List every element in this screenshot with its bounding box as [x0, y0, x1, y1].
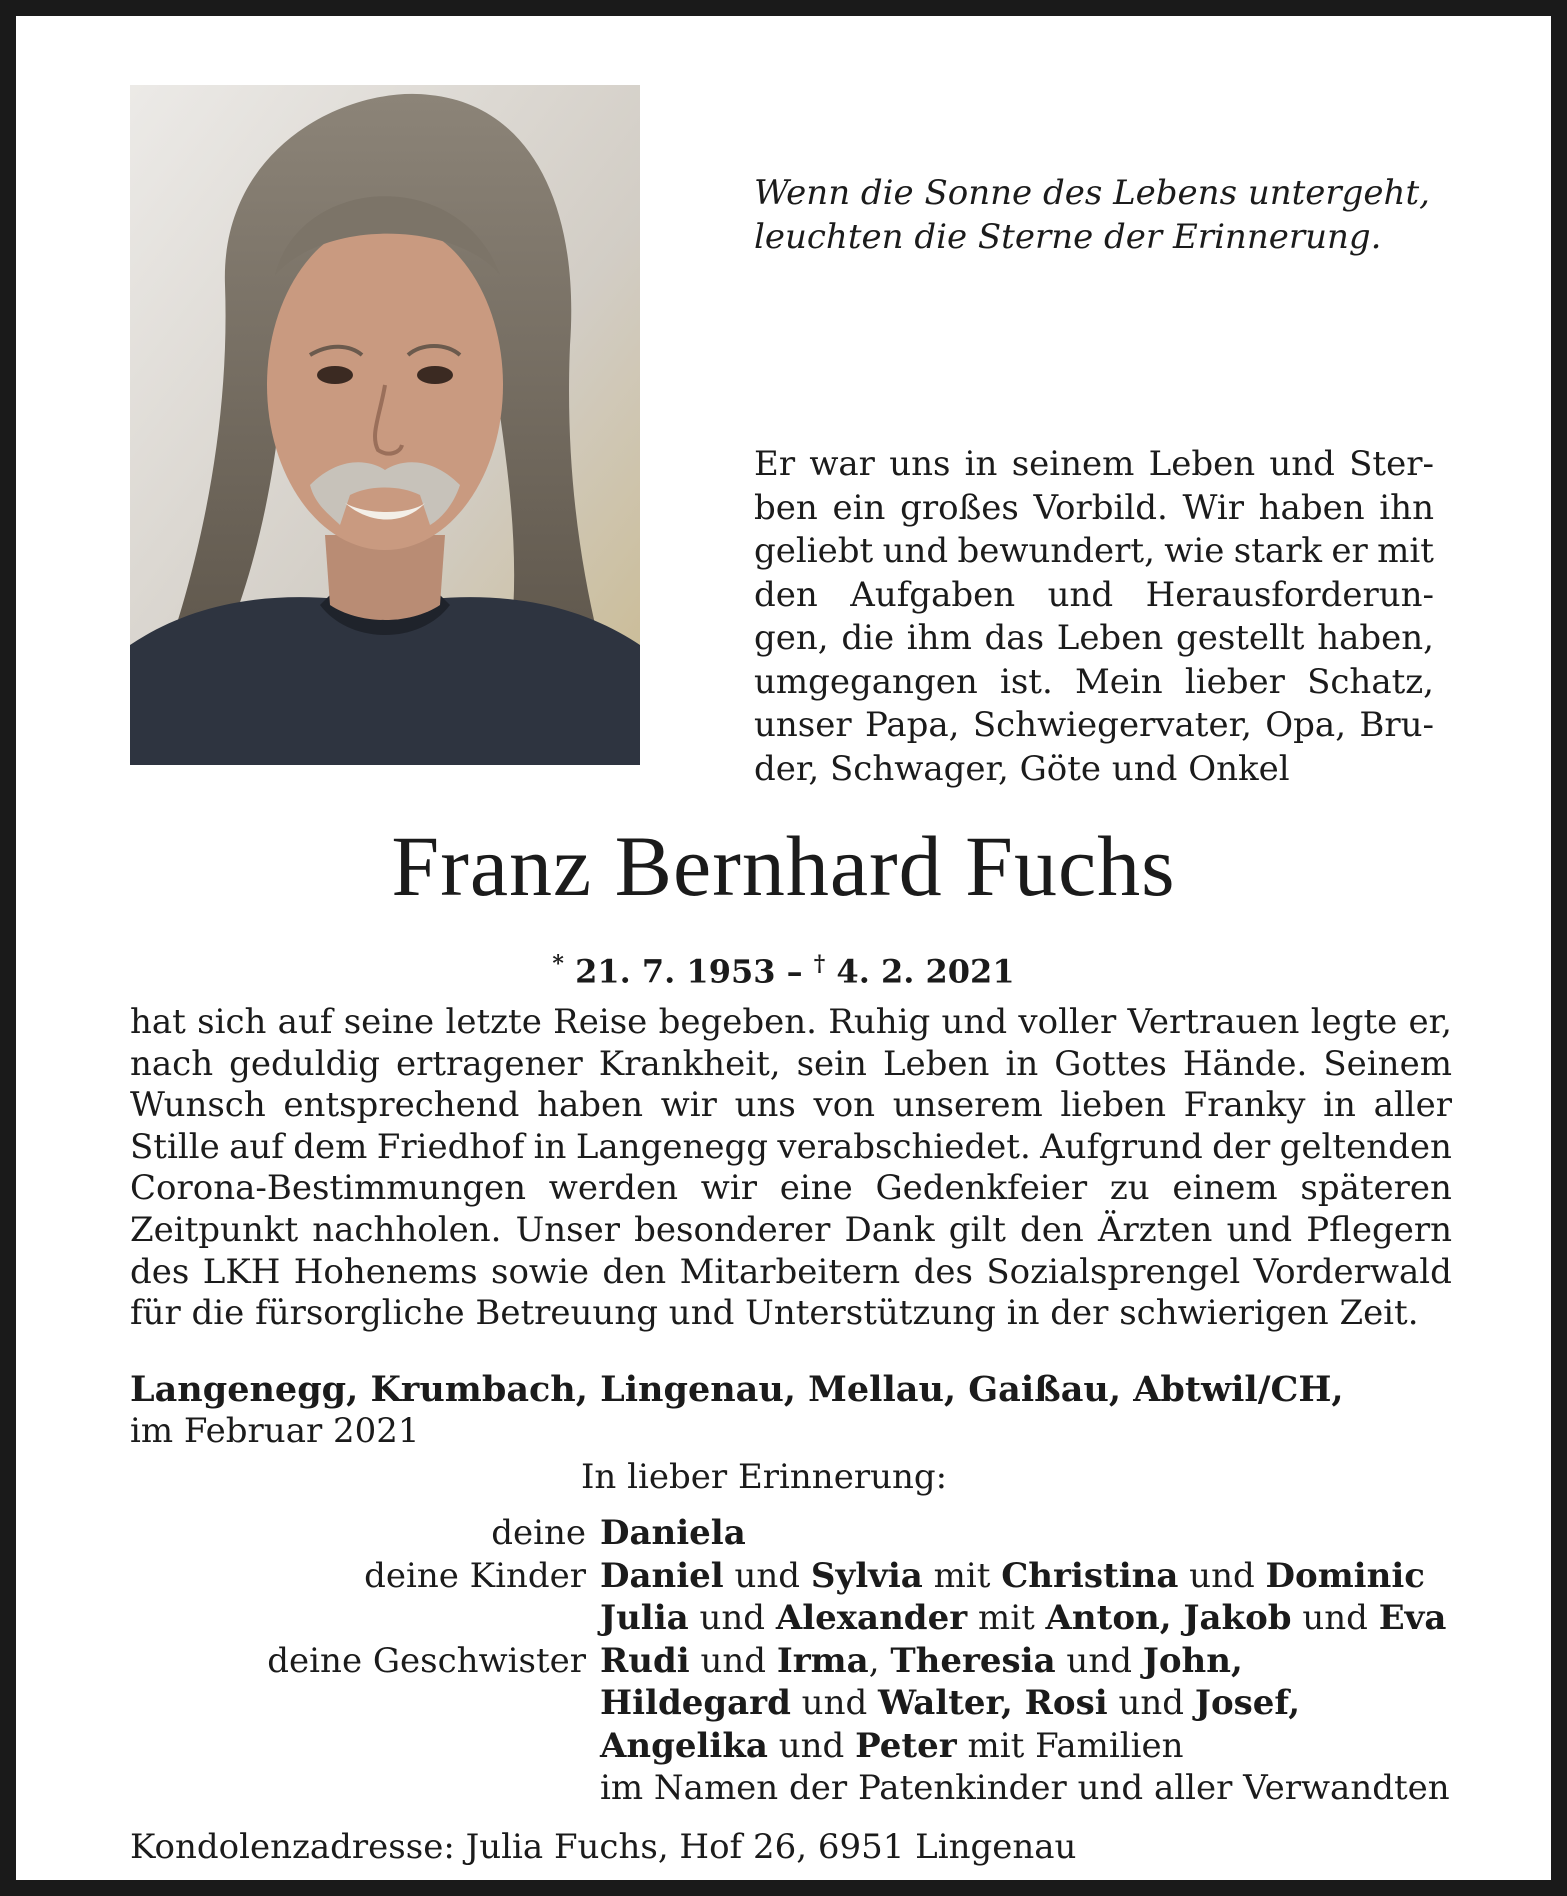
body-word: LKH	[202, 1251, 281, 1292]
portrait-photo	[130, 85, 640, 765]
mourners-list	[130, 1512, 1450, 1810]
body-word: auf	[229, 1126, 284, 1167]
body-word: Langenegg	[575, 1126, 769, 1167]
tribute-word: Mein	[1074, 661, 1163, 702]
mourner-name: Christina	[1001, 1555, 1179, 1596]
body-line	[130, 1044, 1452, 1086]
tribute-line	[754, 748, 1434, 792]
tribute-word: Opa,	[1265, 705, 1346, 745]
body-word: Unser	[515, 1209, 620, 1250]
tribute-word: haben	[1258, 487, 1365, 528]
mourner-row	[130, 1597, 1450, 1640]
body-line	[130, 1293, 1452, 1335]
deceased-name: Franz Bernhard Fuchs	[391, 818, 1176, 914]
body-word: werden	[548, 1168, 679, 1209]
body-word: den	[602, 1251, 667, 1292]
body-word: sowie	[491, 1251, 590, 1292]
body-word: Corona-Bestimmungen	[130, 1168, 527, 1209]
body-word: Pflegern	[1306, 1209, 1452, 1250]
tribute-word: Herausforderun-	[1145, 574, 1434, 615]
body-word: hat	[130, 1002, 186, 1042]
tribute-word: stark	[1233, 531, 1323, 571]
mourner-names	[600, 1597, 1446, 1640]
portrait-illustration	[130, 85, 640, 765]
body-word: Sozialsprengel	[986, 1251, 1241, 1292]
announcement-date: im Februar 2021	[130, 1411, 420, 1451]
body-word: späteren	[1300, 1168, 1452, 1209]
relation-label	[130, 1597, 600, 1640]
connector-text: mit	[967, 1598, 1046, 1638]
mourner-name: Theresia	[890, 1640, 1056, 1681]
body-word: begeben.	[658, 1002, 817, 1042]
tribute-line	[754, 704, 1434, 748]
body-word: Leben	[882, 1043, 990, 1084]
body-word: sein	[796, 1043, 867, 1084]
tribute-line	[754, 487, 1434, 531]
memorial-quote	[754, 171, 1474, 259]
mourner-names	[600, 1555, 1425, 1598]
mourner-name: Josef,	[1194, 1683, 1301, 1723]
connector-text: und	[689, 1640, 777, 1681]
body-line	[130, 1252, 1452, 1294]
body-word: geduldig	[229, 1043, 380, 1084]
body-word: er,	[1408, 1002, 1452, 1042]
connector-text: und	[1291, 1598, 1379, 1638]
body-word: Aufgrund	[1040, 1126, 1203, 1167]
tribute-word: und	[1269, 444, 1335, 484]
body-word: von	[813, 1085, 876, 1126]
obituary-card	[16, 16, 1551, 1880]
tribute-word: großes	[900, 487, 1019, 528]
tribute-word: den	[754, 574, 818, 615]
body-word: besonderer	[634, 1209, 831, 1250]
connector-text: mit Familien	[956, 1725, 1184, 1766]
tribute-word: haben,	[1317, 618, 1434, 658]
body-word: der	[1212, 1126, 1271, 1167]
body-line	[130, 1168, 1452, 1210]
body-word: sich	[197, 1002, 267, 1042]
life-dates	[16, 944, 1551, 992]
body-word: Hohenems	[293, 1251, 478, 1292]
body-word: dem	[293, 1126, 368, 1167]
tribute-word: die	[841, 618, 895, 658]
tribute-line	[754, 617, 1434, 661]
tribute-word: ihn	[1379, 487, 1434, 528]
death-date: 4. 2. 2021	[836, 952, 1015, 991]
body-word: Mitarbeitern	[679, 1251, 901, 1292]
tribute-word: Leben	[1056, 618, 1164, 658]
body-word: verabschiedet.	[777, 1126, 1031, 1167]
announcement-text	[130, 1002, 1452, 1335]
tribute-word: in	[964, 444, 998, 484]
body-word: Reise	[553, 1002, 648, 1042]
mourner-name: Anton, Jakob	[1045, 1598, 1292, 1638]
connector-text: und	[1107, 1683, 1195, 1723]
tribute-paragraph	[754, 443, 1434, 791]
body-word: seine	[343, 1002, 435, 1042]
connector-text: ,	[868, 1640, 891, 1681]
tribute-word: umgegangen	[754, 661, 978, 702]
body-word: eine	[779, 1168, 853, 1209]
body-word: und	[941, 1002, 1008, 1042]
body-word: geltenden	[1279, 1126, 1452, 1167]
body-word: in	[1323, 1085, 1356, 1126]
tribute-word: lieber	[1184, 661, 1285, 702]
birth-symbol: *	[552, 951, 564, 977]
tribute-word: Leben	[1148, 444, 1256, 484]
tribute-word: war	[809, 444, 875, 484]
body-word: Wunsch	[130, 1085, 266, 1126]
tribute-word: und	[1047, 574, 1114, 615]
mourner-row	[130, 1725, 1450, 1768]
mourner-names	[600, 1640, 1243, 1683]
tribute-word: Aufgaben	[850, 574, 1016, 615]
connector-text: und	[723, 1555, 811, 1596]
body-word: Dank	[844, 1209, 935, 1250]
mourner-row	[130, 1512, 1450, 1555]
connector-text: und	[1178, 1555, 1266, 1596]
body-word: aller	[1373, 1085, 1452, 1126]
tribute-word: geliebt	[754, 531, 874, 571]
tribute-word: seinem	[1011, 444, 1135, 484]
body-word: und	[1226, 1209, 1293, 1250]
body-line	[130, 1210, 1452, 1252]
quote-line-1: Wenn die Sonne des Lebens untergeht,	[754, 173, 1430, 213]
body-word: nachholen.	[312, 1209, 502, 1250]
mourner-row	[130, 1767, 1450, 1810]
body-word: Stille	[130, 1126, 220, 1167]
body-word: haben	[537, 1085, 644, 1126]
tribute-line	[754, 530, 1434, 574]
body-word: unserem	[892, 1085, 1043, 1126]
body-word: wir	[700, 1168, 757, 1209]
tribute-word: bewundert,	[957, 531, 1155, 571]
tribute-word: ben	[754, 487, 818, 528]
body-line	[130, 1085, 1452, 1127]
tribute-word: Schwiegervater,	[972, 705, 1252, 745]
tribute-word: Er	[754, 444, 796, 484]
body-word: Franky	[1183, 1085, 1306, 1126]
body-word: Vorderwald	[1253, 1251, 1452, 1292]
body-word: einem	[1172, 1168, 1278, 1209]
body-word: gilt	[948, 1209, 1006, 1250]
body-word: Vertrauen	[1127, 1002, 1300, 1042]
body-word: Seinem	[1323, 1043, 1452, 1084]
body-line	[130, 1127, 1452, 1169]
body-word: für die fürsorgliche Betreuung und Unterstützung in der schwierigen Zeit.	[130, 1293, 1419, 1334]
relation-label	[130, 1725, 600, 1768]
body-word: ertragener	[396, 1043, 583, 1084]
body-word: uns	[734, 1085, 796, 1126]
tribute-word: uns	[889, 444, 951, 484]
condolence-address: Kondolenzadresse: Julia Fuchs, Hof 26, 6951 Lingenau	[130, 1827, 1077, 1867]
connector-text: im Namen der Patenkinder und aller Verwandten	[600, 1768, 1450, 1808]
body-word: den	[1020, 1209, 1084, 1250]
tribute-word: er	[1331, 531, 1368, 571]
mourner-names	[600, 1682, 1300, 1725]
body-word: lieben	[1060, 1085, 1167, 1126]
mourner-name: Peter	[855, 1725, 957, 1766]
quote-line-2: leuchten die Sterne der Erinnerung.	[754, 217, 1382, 257]
mourner-name: Hildegard	[600, 1683, 791, 1723]
connector-text: mit	[922, 1555, 1002, 1596]
body-word: Zeitpunkt	[130, 1209, 299, 1250]
mourner-name: Eva	[1378, 1598, 1447, 1638]
relation-label	[130, 1767, 600, 1810]
mourner-name: Daniel	[600, 1555, 724, 1596]
tribute-word: gen,	[754, 618, 829, 658]
mourner-names	[600, 1725, 1184, 1768]
tribute-word: Bru-	[1359, 705, 1434, 745]
tribute-word: das	[984, 618, 1045, 658]
body-word: voller	[1018, 1002, 1117, 1042]
tribute-word: Papa,	[865, 705, 960, 745]
birth-date: 21. 7. 1953	[575, 952, 776, 991]
mourner-names	[600, 1512, 746, 1555]
tribute-word: ist.	[999, 661, 1053, 702]
connector-text: und	[688, 1598, 776, 1638]
mourner-name: Julia	[600, 1598, 689, 1638]
body-word: des	[913, 1251, 973, 1292]
body-word: Friedhof	[376, 1126, 525, 1167]
body-word: letzte	[445, 1002, 542, 1042]
mourner-name: Alexander	[775, 1598, 968, 1638]
tribute-word: ihm	[906, 618, 972, 658]
body-word: wir	[660, 1085, 717, 1126]
connector-text: und	[1055, 1640, 1143, 1681]
tribute-word: Schatz,	[1307, 661, 1434, 702]
body-word: legte	[1310, 1002, 1398, 1042]
tribute-line	[754, 443, 1434, 487]
date-dash: –	[786, 952, 803, 991]
body-word: Hände.	[1182, 1043, 1308, 1084]
tribute-word: wie	[1164, 531, 1225, 571]
mourner-names	[600, 1767, 1450, 1810]
connector-text: und	[790, 1683, 879, 1723]
tribute-word: mit	[1377, 531, 1434, 571]
mourner-row	[130, 1682, 1450, 1725]
body-word: nach	[130, 1043, 214, 1084]
body-word: Ärzten	[1098, 1209, 1213, 1250]
body-word: in	[1005, 1043, 1039, 1084]
tribute-word: Wir	[1182, 487, 1244, 528]
tribute-word: unser	[754, 705, 852, 745]
body-word: auf	[277, 1002, 333, 1042]
relation-label: deine Kinder	[364, 1555, 586, 1596]
mourner-name: Walter, Rosi	[878, 1683, 1108, 1723]
mourner-name: Angelika	[600, 1725, 768, 1766]
body-word: des	[130, 1251, 190, 1292]
mourner-row	[130, 1555, 1450, 1598]
tribute-line	[754, 574, 1434, 618]
body-word: Krankheit,	[598, 1043, 781, 1084]
mourner-name: Sylvia	[810, 1555, 923, 1596]
body-word: entsprechend	[283, 1085, 520, 1126]
tribute-line	[754, 661, 1434, 705]
body-word: Gedenkfeier	[875, 1168, 1088, 1209]
body-line	[130, 1002, 1452, 1044]
mourner-row	[130, 1640, 1450, 1683]
body-word: in	[533, 1126, 567, 1167]
death-symbol: †	[813, 951, 826, 977]
tribute-word: und	[882, 531, 949, 571]
tribute-word: Vorbild.	[1033, 487, 1168, 528]
mourner-name: Daniela	[600, 1513, 746, 1553]
relation-label: deine Geschwister	[267, 1640, 586, 1681]
connector-text: und	[767, 1725, 856, 1766]
family-places: Langenegg, Krumbach, Lingenau, Mellau, Gaißau, Abtwil/CH,	[130, 1369, 1344, 1410]
tribute-word: der, Schwager, Göte und Onkel	[754, 748, 1290, 789]
relation-label: deine	[491, 1513, 586, 1553]
mourner-name: Dominic	[1265, 1555, 1425, 1596]
mourner-name: John,	[1142, 1640, 1243, 1681]
mourner-name: Irma	[776, 1640, 869, 1681]
mourner-name: Rudi	[600, 1640, 690, 1681]
body-word: Ruhig	[828, 1002, 931, 1042]
body-word: zu	[1109, 1168, 1150, 1209]
tribute-word: ein	[832, 487, 886, 528]
body-word: Gottes	[1054, 1043, 1167, 1084]
tribute-word: gestellt	[1175, 618, 1305, 658]
tribute-word: Ster-	[1349, 444, 1434, 484]
relation-label	[130, 1682, 600, 1725]
memory-label: In lieber Erinnerung:	[581, 1457, 948, 1497]
